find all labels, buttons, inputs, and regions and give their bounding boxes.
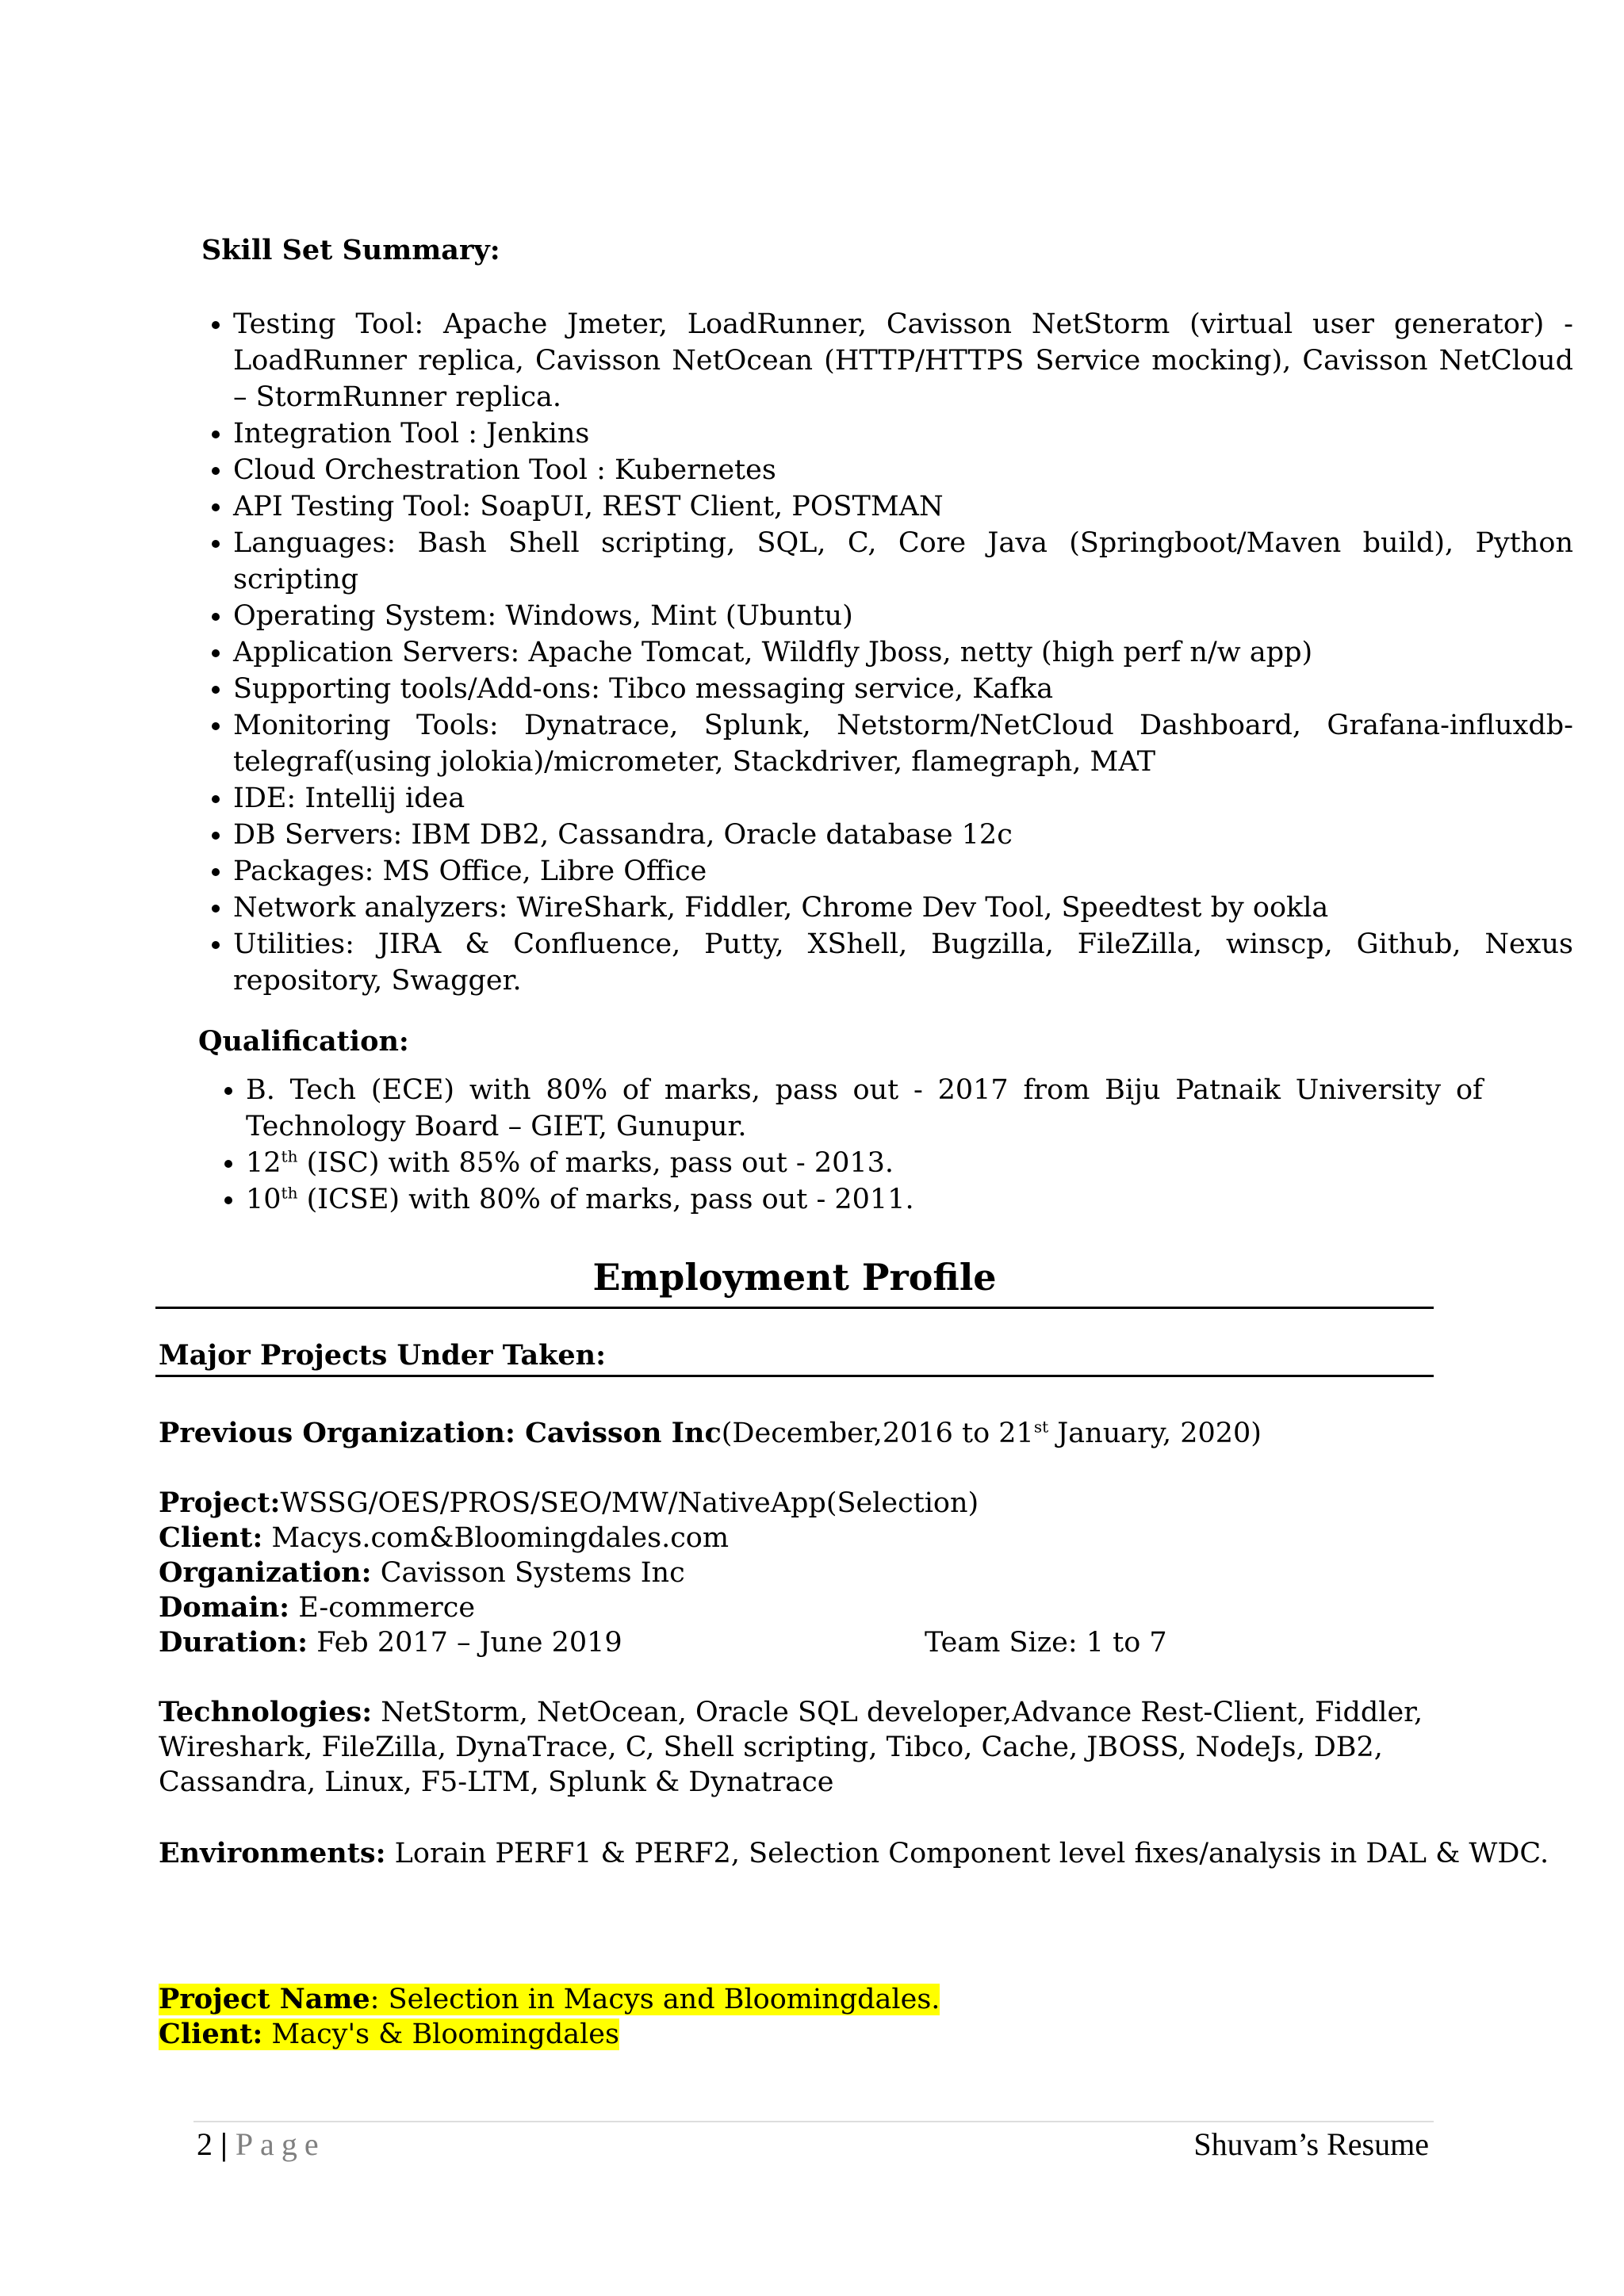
domain-line [159,1590,475,1625]
qualification-12th-detail: (ISC) with 85% of marks, pass out - 2013. [297,1147,894,1179]
skill-list [182,306,1573,999]
employment-profile-title: Employment Profile [592,1256,997,1299]
skill-item-api-testing: • API Testing Tool: SoapUI, REST Client, POSTMAN [233,488,1573,525]
duration-label: Duration: [159,1626,308,1659]
footer-resume-title: Shuvam’s Resume [1193,2126,1429,2162]
project-name-value: : Selection in Macys and Bloomingdales. [370,1984,940,2015]
qualification-item-btech: • B. Tech (ECE) with 80% of marks, pass out - 2017 from Biju Patnaik University of Technology Board – GIET, Gunupur. [246,1072,1483,1145]
skill-item-db-servers: • DB Servers: IBM DB2, Cassandra, Oracle database 12c [233,817,1573,853]
qualification-10th-grade: 10 [246,1184,282,1215]
project-name-label: Project Name [159,1983,370,2015]
qualification-item-10th [246,1181,1483,1218]
skill-item-packages: • Packages: MS Office, Libre Office [233,853,1573,890]
organization-line [159,1556,685,1590]
major-projects-label: Major Projects Under Taken: [159,1339,607,1372]
client2-line [159,2017,619,2052]
skill-item-utilities: • Utilities: JIRA & Confluence, Putty, XShell, Bugzilla, FileZilla, winscp, Github, Nexus repository, Swagger. [233,926,1573,999]
environments-label: Environments: [159,1837,386,1869]
duration-line [159,1625,622,1660]
major-projects-heading [159,1338,606,1373]
skill-set-heading: Skill Set Summary: [201,234,500,266]
client2-value: Macy's & Bloomingdales [262,2019,619,2050]
skill-item-supporting-tools: • Supporting tools/Add-ons: Tibco messaging service, Kafka [233,671,1573,707]
qualification-list [195,1072,1483,1218]
project-value: WSSG/OES/PROS/SEO/MW/NativeApp(Selection) [280,1487,979,1519]
skill-item-testing-tool: • Testing Tool: Apache Jmeter, LoadRunner, Cavisson NetStorm (virtual user generator) - LoadRunner replica, Cavisson NetOcean (HTTP/HTTPS Service mocking), Cavisson NetCloud – StormRunner replica. [233,306,1573,415]
skill-item-integration-tool: • Integration Tool : Jenkins [233,415,1573,452]
skill-item-cloud-orchestration: • Cloud Orchestration Tool : Kubernetes [233,452,1573,488]
previous-organization-dates-end: January, 2020) [1048,1418,1262,1449]
technologies-label: Technologies: [159,1696,373,1728]
page-number: 2 [197,2126,213,2162]
employment-title-rule [155,1307,1434,1309]
technologies-value: NetStorm, NetOcean, Oracle SQL developer,Advance Rest-Client, Fiddler, Wireshark, FileZilla, DynaTrace, C, Shell scripting, Tibco, Cache, JBOSS, NodeJs, DB2, Cassandra, Linux, F5-LTM, Splunk & Dynatrace [159,1697,1423,1798]
client-line [159,1521,729,1556]
page-word: Page [235,2126,326,2162]
qualification-10th-detail: (ICSE) with 80% of marks, pass out - 2011. [297,1184,914,1215]
domain-label: Domain: [159,1591,290,1624]
skill-item-network-analyzers: • Network analyzers: WireShark, Fiddler, Chrome Dev Tool, Speedtest by ookla [233,890,1573,926]
project-name-highlight [159,1984,940,2015]
duration-value: Feb 2017 – June 2019 [308,1627,622,1659]
environments-value: Lorain PERF1 & PERF2, Selection Component level fixes/analysis in DAL & WDC. [385,1838,1549,1869]
previous-organization-dates: (December,2016 to 21 [721,1418,1034,1449]
superscript-th: th [281,1183,298,1203]
qualification-heading: Qualification: [198,1025,409,1058]
skill-item-application-servers: • Application Servers: Apache Tomcat, Wildfly Jboss, netty (high perf n/w app) [233,634,1573,671]
qualification-item-12th [246,1145,1483,1181]
superscript-th: th [281,1146,298,1166]
environments-line [159,1836,1549,1871]
organization-value: Cavisson Systems Inc [371,1557,685,1589]
project-name-line [159,1982,940,2017]
client-label: Client: [159,1521,263,1554]
major-projects-rule [155,1375,1434,1377]
domain-value: E-commerce [289,1592,476,1624]
footer-rule [193,2121,1434,2122]
skill-item-ide: • IDE: Intellij idea [233,780,1573,817]
qualification-12th-grade: 12 [246,1147,282,1179]
client-value: Macys.com&Bloomingdales.com [262,1522,730,1554]
page-separator: | [213,2126,236,2162]
superscript-st: st [1033,1417,1049,1437]
organization-label: Organization: [159,1556,372,1589]
team-size: Team Size: 1 to 7 [925,1627,1167,1659]
skill-item-languages: • Languages: Bash Shell scripting, SQL, C, Core Java (Springboot/Maven build), Python scripting [233,525,1573,598]
skill-item-operating-system: • Operating System: Windows, Mint (Ubuntu) [233,598,1573,634]
client2-label: Client: [159,2018,263,2050]
project-line [159,1486,979,1521]
client2-highlight [159,2019,619,2050]
previous-organization-label: Previous Organization: Cavisson Inc [159,1417,722,1449]
project-label: Project: [159,1487,281,1519]
skill-item-monitoring-tools: • Monitoring Tools: Dynatrace, Splunk, Netstorm/NetCloud Dashboard, Grafana-influxdb-telegraf(using jolokia)/micrometer, Stackdriver, flamegraph, MAT [233,707,1573,780]
previous-organization-line [159,1416,1262,1451]
footer-page-number [197,2126,326,2164]
technologies-paragraph [159,1695,1427,1800]
